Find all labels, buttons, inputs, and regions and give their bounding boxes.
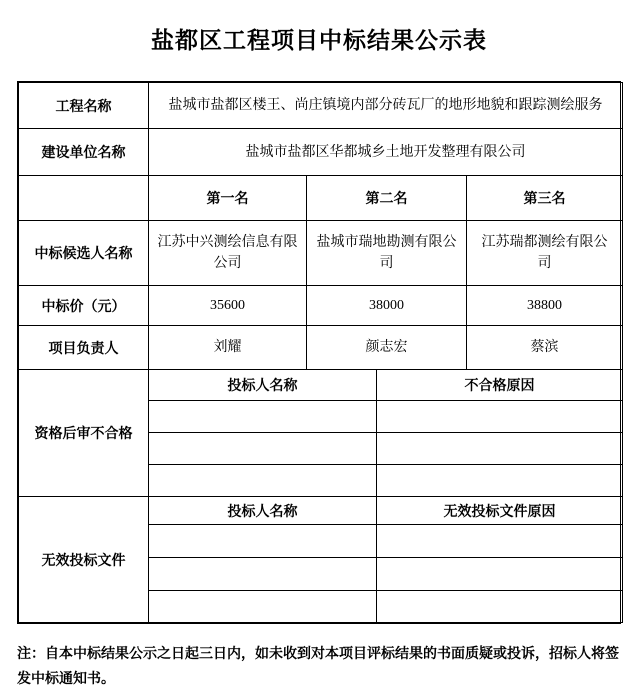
invalid-reason-header: 无效投标文件原因 — [377, 497, 623, 525]
candidate-2-value: 盐城市瑞地勘测有限公司 — [307, 221, 467, 286]
rank-2-header: 第二名 — [307, 176, 467, 221]
table-row — [19, 497, 623, 525]
candidate-3-value: 江苏瑞都测绘有限公司 — [467, 221, 623, 286]
owner-name-value: 盐城市盐都区华都城乡土地开发整理有限公司 — [149, 129, 623, 176]
disqualified-reason-cell — [377, 465, 623, 497]
candidates-label: 中标候选人名称 — [19, 221, 149, 286]
disqualified-reason-header: 不合格原因 — [377, 370, 623, 401]
invalid-section-table — [18, 496, 623, 623]
price-3-value: 38800 — [467, 286, 623, 326]
project-name-value: 盐城市盐都区楼王、尚庄镇境内部分砖瓦厂的地形地貌和跟踪测绘服务 — [149, 83, 623, 129]
disqualified-reason-cell — [377, 401, 623, 433]
invalid-bidder-cell — [149, 525, 377, 558]
table-row — [19, 326, 623, 370]
project-name-label: 工程名称 — [19, 83, 149, 129]
price-2-value: 38000 — [307, 286, 467, 326]
disqualified-section-table — [18, 369, 623, 497]
table-row — [19, 176, 623, 221]
invalid-reason-cell — [377, 525, 623, 558]
manager-3-value: 蔡滨 — [467, 326, 623, 370]
invalid-bidder-cell — [149, 558, 377, 591]
rank-1-header: 第一名 — [149, 176, 307, 221]
manager-2-value: 颜志宏 — [307, 326, 467, 370]
table-row — [19, 221, 623, 286]
candidate-1-value: 江苏中兴测绘信息有限公司 — [149, 221, 307, 286]
price-1-value: 35600 — [149, 286, 307, 326]
table-row — [19, 129, 623, 176]
footer-note: 注：自本中标结果公示之日起三日内，如未收到对本项目评标结果的书面质疑或投诉，招标人将签发中标通知书。 — [17, 645, 619, 686]
invalid-bidder-header: 投标人名称 — [149, 497, 377, 525]
table-row — [19, 286, 623, 326]
page-title: 盐都区工程项目中标结果公示表 — [151, 27, 487, 53]
manager-label: 项目负责人 — [19, 326, 149, 370]
manager-1-value: 刘耀 — [149, 326, 307, 370]
results-table — [17, 81, 621, 624]
price-label: 中标价（元） — [19, 286, 149, 326]
table-row — [19, 370, 623, 401]
invalid-reason-cell — [377, 591, 623, 623]
disqualified-reason-cell — [377, 433, 623, 465]
disqualified-bidder-header: 投标人名称 — [149, 370, 377, 401]
disqualified-section-label: 资格后审不合格 — [19, 370, 149, 497]
invalid-bidder-cell — [149, 591, 377, 623]
disqualified-bidder-cell — [149, 465, 377, 497]
disqualified-bidder-cell — [149, 433, 377, 465]
disqualified-bidder-cell — [149, 401, 377, 433]
owner-name-label: 建设单位名称 — [19, 129, 149, 176]
main-info-table — [18, 82, 623, 370]
invalid-reason-cell — [377, 558, 623, 591]
table-row — [19, 83, 623, 129]
empty-cell — [19, 176, 149, 221]
invalid-section-label: 无效投标文件 — [19, 497, 149, 623]
rank-3-header: 第三名 — [467, 176, 623, 221]
